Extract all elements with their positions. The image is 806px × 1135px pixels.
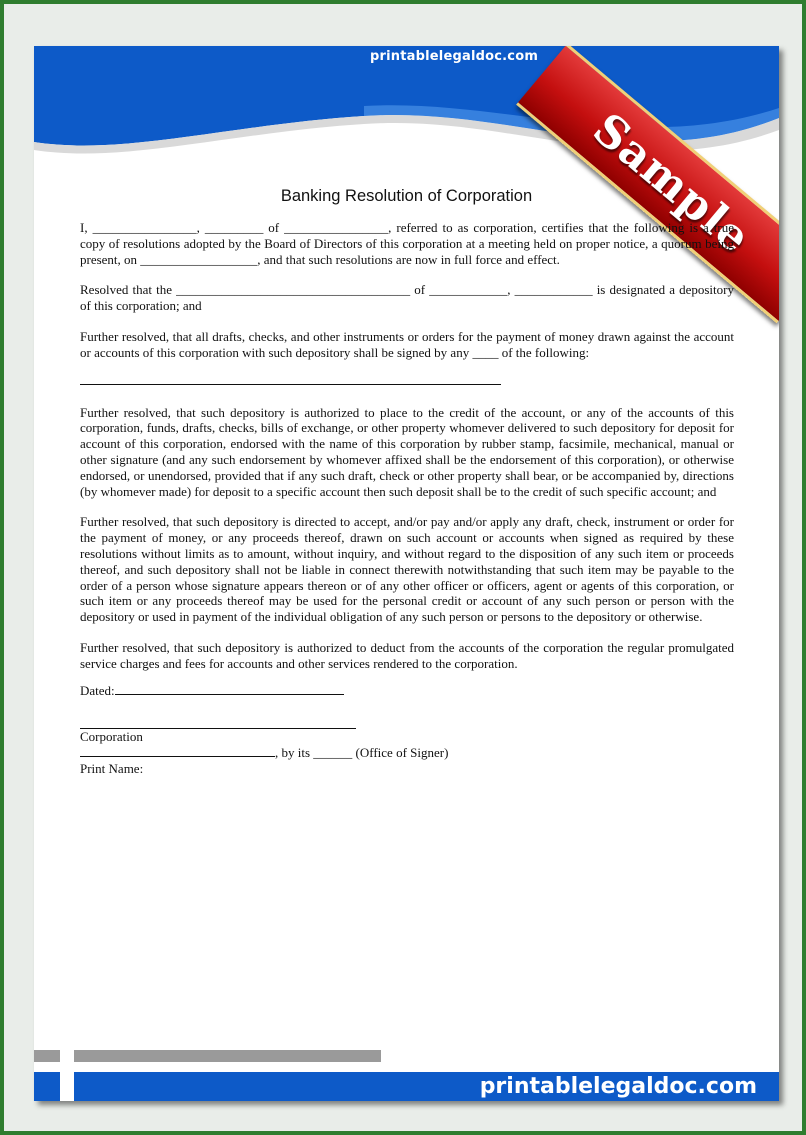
corporation-label: Corporation <box>80 729 143 745</box>
corporation-line <box>80 720 356 729</box>
paragraph-payment-authorization: Further resolved, that such depository is directed to accept, and/or pay and/or apply any draft, check, instrument or order for the payment of money, or any proceeds thereof, drawn on such account or accounts when signed as required by these resolutions without limits as to amount, without inquiry, and without regard to the disposition of any such item or proceeds thereof, and such depository shall not be liable in connect therewith notwithstanding that such item may be payable to the order of a person whose signature appears thereon or of any other officer or officers, agent or agents of this corporation, or such item or any proceeds thereof may be used for the personal credit or account of any such person or person with the depository or used in payment of the individual obligation of any such person or persons to the depository or otherwise. <box>80 514 734 625</box>
paragraph-service-charges: Further resolved, that such depository is authorized to deduct from the accounts of the corporation the regular promulgated service charges and fees for accounts and other services rendered to the corporation. <box>80 639 734 671</box>
dated-blank <box>115 694 344 695</box>
dated-row <box>80 683 734 699</box>
footer-gray-strip <box>34 1050 381 1062</box>
document-title: Banking Resolution of Corporation <box>280 187 533 205</box>
paragraph-signatories: Further resolved, that all drafts, checks, and other instruments or orders for the payment of money drawn against the account or accounts of this corporation with such depository shall be signed by any ____ of the following: <box>80 328 734 360</box>
signer-row <box>80 745 734 761</box>
paragraph-depository: Resolved that the ____________________________________ of ____________, ____________ is designated a depository of this corporation; and <box>80 282 734 314</box>
outer-frame <box>4 4 802 1131</box>
footer-white-post <box>60 1050 74 1101</box>
header-site-url[interactable]: printablelegaldoc.com <box>370 49 539 64</box>
by-its-label: , by its ______ (Office of Signer) <box>275 745 449 761</box>
footer-site-url[interactable]: printablelegaldoc.com <box>479 1074 757 1099</box>
document-page <box>34 46 779 1101</box>
sample-ribbon-label: Sample <box>583 103 761 264</box>
signature-block <box>80 683 734 777</box>
print-name-label: Print Name: <box>80 760 144 776</box>
paragraph-deposit-authorization: Further resolved, that such depository is authorized to place to the credit of the account, or any of the accounts of this corporation, funds, drafts, checks, bills of exchange, or other property whomever delivered to such depository for deposit for account of this corporation, endorsed with the name of this corporation by rubber stamp, facsimile, mechanical, manual or other signature (and any such endorsement by whomever affixed shall be the endorsement of this corporation), or otherwise endorsed, or unendorsed, provided that if any such draft, check or other property shall bear, or be accompanied by, directions (by whomever made) for deposit to a specific account then such deposit shall be to the credit of such specific account; and <box>80 404 734 499</box>
signatory-blank-line <box>80 376 501 385</box>
signer-blank <box>80 756 275 757</box>
dated-label: Dated: <box>80 682 115 698</box>
document-body <box>80 220 734 777</box>
paragraph-certification: I, ________________, _________ of ________________, referred to as corporation, certifies that the following is a true copy of resolutions adopted by the Board of Directors of this corporation at a meeting held on proper notice, a quorum being present, on __________________, and that such resolutions are now in full force and effect. <box>80 220 734 267</box>
